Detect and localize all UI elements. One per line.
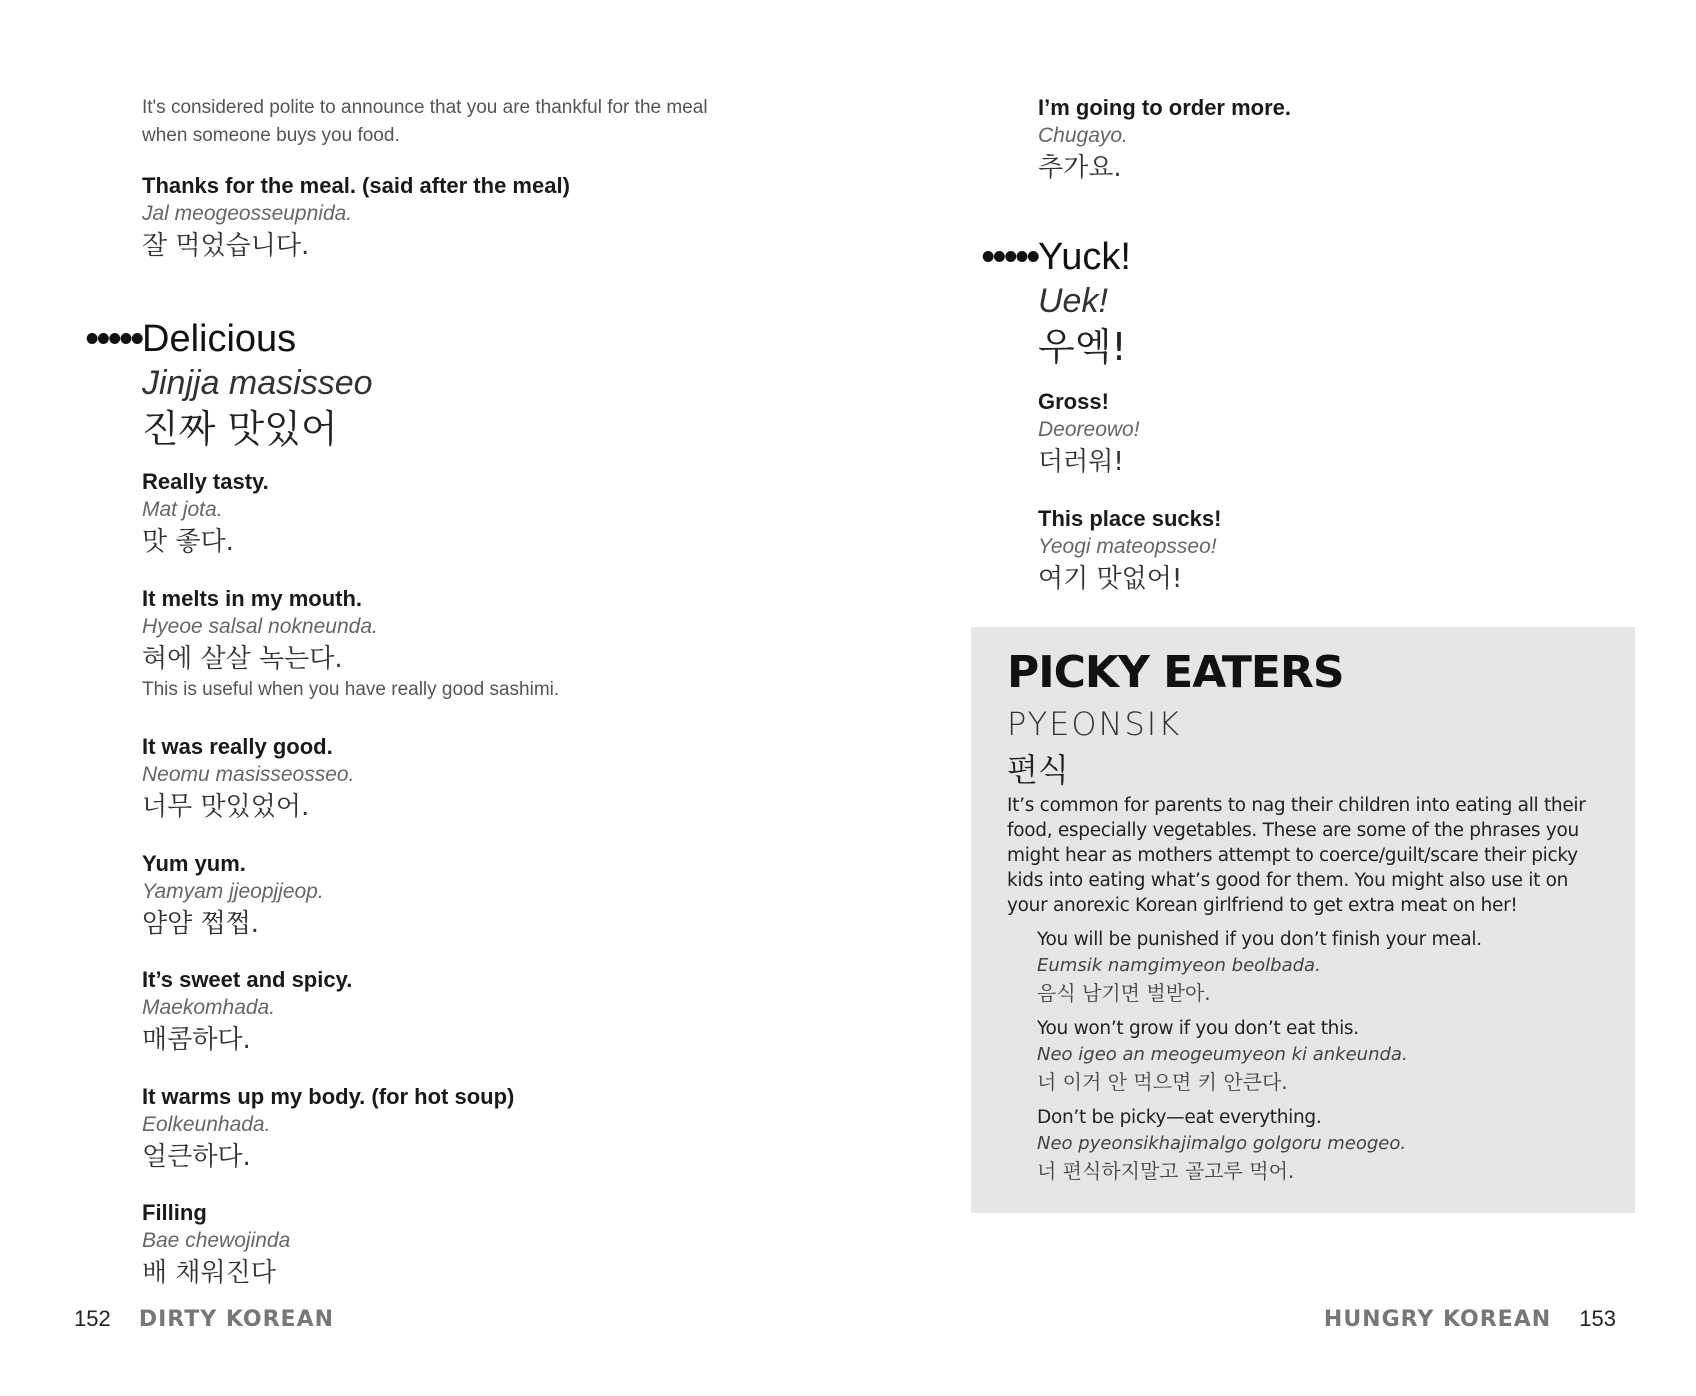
phrase-romanized: Neomu masisseosseo. [142,763,355,786]
phrase-korean: 얌얌 쩝쩝. [142,909,259,939]
section-title: Delicious [142,318,297,360]
phrase-korean: 너 편식하지말고 골고루 먹어. [1037,1159,1295,1183]
phrase-entry [142,733,354,825]
phrase-romanized: Chugayo. [1038,124,1128,147]
phrase-romanized: Deoreowo! [1038,418,1140,441]
phrase-entry [142,585,559,703]
phrase-english: It melts in my mouth. [142,586,363,611]
phrase-entry-thanks [142,172,570,264]
phrase-korean: 더러워! [1038,447,1124,477]
section-romanized: Uek! [1038,282,1108,320]
phrase-romanized: Eumsik namgimyeon beolbada. [1037,955,1321,976]
phrase-romanized: Neo pyeonsikhajimalgo golgoru meogeo. [1037,1133,1407,1154]
section-dots: ••••• [981,236,1038,278]
left-footer [74,1306,334,1332]
sidebar-body: It’s common for parents to nag their children into eating all their food, especially vegetables. These are some of the phrases you might hear as mothers attempt to coerce/guilt/scare their picky kids into eating what’s good for them. You might also use it on your anorexic Korean girlfriend to get extra meat on her! [1007,795,1586,916]
phrase-entry [1038,388,1140,480]
sidebar-title: PICKY EATERS [1007,647,1344,698]
sidebar-korean: 편식 [1007,751,1069,789]
phrase-english: It warms up my body. (for hot soup) [142,1084,515,1109]
phrase-english: This place sucks! [1038,506,1222,531]
phrase-romanized: Hyeoe salsal nokneunda. [142,615,378,638]
section-romanized: Jinjja masisseo [142,364,373,402]
phrase-korean: 여기 맛없어! [1038,564,1183,594]
phrase-romanized: Maekomhada. [142,996,276,1019]
phrase-korean: 매콤하다. [142,1025,251,1055]
phrase-korean: 배 채워진다 [142,1258,276,1288]
phrase-english: Really tasty. [142,469,269,494]
running-title: DIRTY KOREAN [138,1307,335,1332]
phrase-english: Gross! [1038,389,1109,414]
phrase-english: Don’t be picky—eat everything. [1037,1107,1322,1128]
section-dots: ••••• [85,318,142,360]
phrase-english: Thanks for the meal. (said after the meal) [142,173,570,198]
intro-paragraph: It's considered polite to announce that you are thankful for the meal when someone buys you food. [142,97,708,146]
phrase-korean: 잘 먹었습니다. [142,231,310,261]
phrase-entry [142,468,269,560]
sidebar-phrase [1037,927,1607,1007]
phrase-english: You will be punished if you don’t finish your meal. [1037,929,1482,950]
phrase-romanized: Neo igeo an meogeumyeon ki ankeunda. [1037,1044,1408,1065]
section-yuck [981,234,1131,372]
page-number: 152 [74,1306,111,1331]
phrase-note: This is useful when you have really good sashimi. [142,679,560,700]
phrase-english: It’s sweet and spicy. [142,967,353,992]
phrase-romanized: Bae chewojinda [142,1229,291,1252]
page-number: 153 [1579,1306,1616,1331]
phrase-korean: 음식 남기면 벌받아. [1037,981,1211,1005]
phrase-korean: 맛 좋다. [142,527,234,557]
phrase-entry [142,1083,514,1175]
section-heading [85,316,373,362]
phrase-romanized: Yeogi mateopsseo! [1038,535,1217,558]
section-korean: 우엑! [1038,325,1127,369]
phrase-english: Yum yum. [142,851,246,876]
phrase-korean: 얼큰하다. [142,1142,251,1172]
phrase-entry [142,966,352,1058]
right-footer [1324,1306,1616,1332]
phrase-romanized: Mat jota. [142,498,223,521]
phrase-romanized: Jal meogeosseupnida. [142,202,353,225]
phrase-english: It was really good. [142,734,333,759]
sidebar-romanized: PYEONSIK [1007,705,1182,743]
section-delicious [85,316,373,454]
sidebar-picky-eaters [971,627,1635,1213]
phrase-entry-order [1038,94,1291,186]
phrase-romanized: Eolkeunhada. [142,1113,271,1136]
phrase-korean: 너무 맛있었어. [142,792,310,822]
phrase-korean: 혀에 살살 녹는다. [142,644,343,674]
phrase-english: Filling [142,1200,207,1225]
phrase-english: I’m going to order more. [1038,95,1292,120]
section-heading [981,234,1131,280]
phrase-entry [142,850,324,942]
running-title: HUNGRY KOREAN [1323,1307,1552,1332]
section-korean: 진짜 맛있어 [142,407,338,451]
phrase-entry [142,1199,290,1291]
phrase-english: You won’t grow if you don’t eat this. [1037,1018,1359,1039]
right-page [848,0,1696,1396]
phrase-korean: 너 이거 안 먹으면 키 안큰다. [1037,1070,1288,1094]
phrase-korean: 추가요. [1038,153,1122,183]
sidebar-phrase [1037,1016,1607,1096]
section-title: Yuck! [1038,236,1131,278]
sidebar-phrase [1037,1105,1607,1185]
phrase-entry [1038,505,1221,597]
phrase-romanized: Yamyam jjeopjjeop. [142,880,324,903]
